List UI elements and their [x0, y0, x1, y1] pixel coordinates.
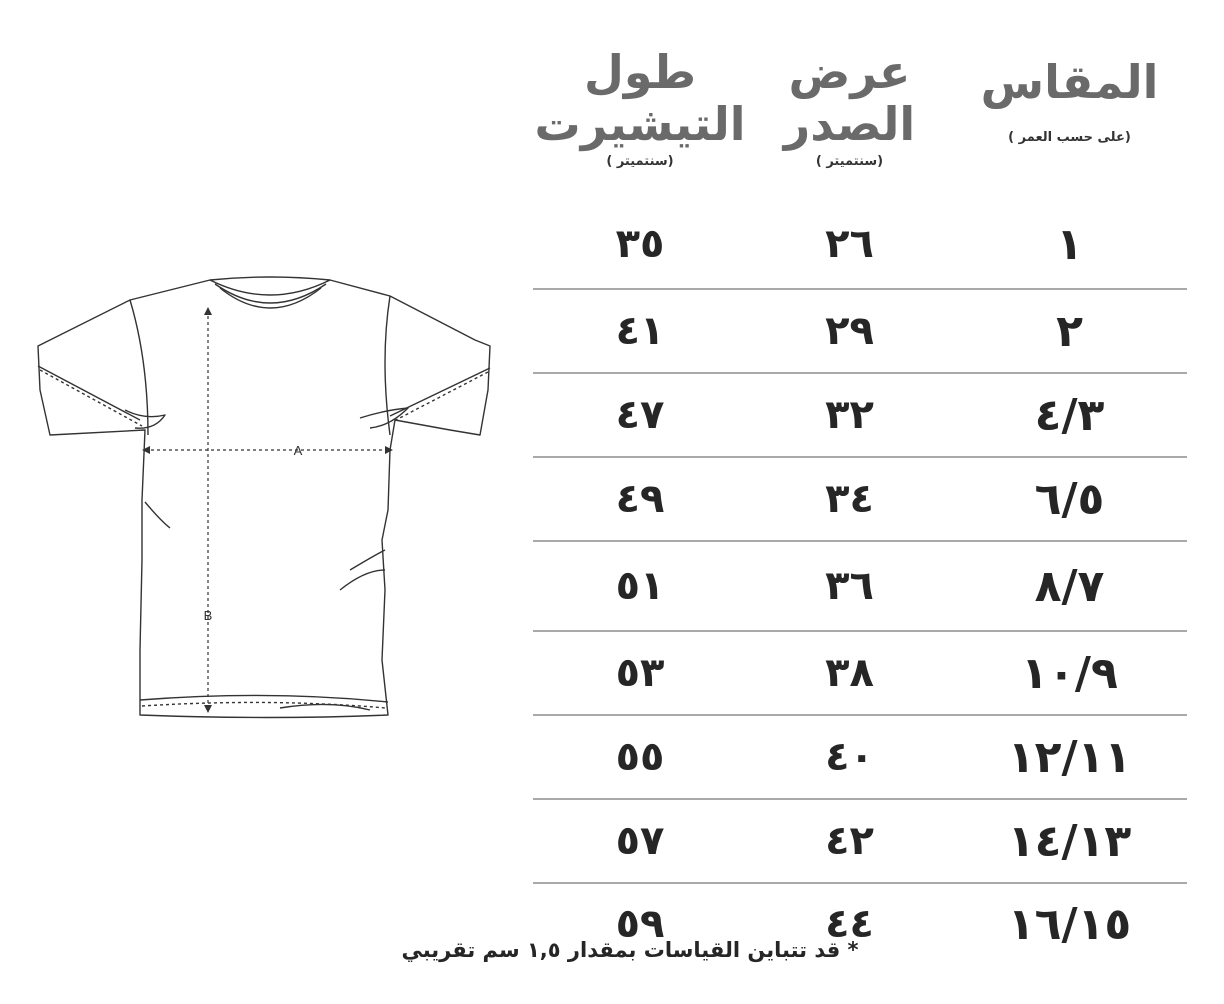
chest-cell: ٣٨	[825, 650, 874, 696]
length-cell: ٥١	[615, 563, 665, 609]
size-cell: ١٠/٩	[1021, 647, 1118, 699]
measure-label-a: A	[293, 443, 303, 458]
header-size	[952, 20, 1187, 200]
chest-cell: ٢٩	[825, 308, 874, 354]
length-cell: ٥٣	[615, 650, 665, 696]
header-size-title: المقاس	[980, 55, 1159, 109]
header-chest-unit: (سنتميتر )	[815, 154, 884, 169]
header-length-line2: التيشيرت	[534, 97, 746, 151]
length-cell: ٥٧	[615, 818, 665, 864]
table-row	[533, 632, 1187, 716]
header-chest	[747, 20, 952, 200]
header-length	[533, 20, 747, 200]
size-cell: ٨/٧	[1034, 560, 1105, 612]
length-cell: ٤٧	[615, 392, 665, 438]
chest-cell: ٢٦	[825, 221, 874, 267]
table-header	[533, 20, 1187, 200]
size-cell: ٢	[1056, 305, 1083, 357]
length-cell: ٥٥	[615, 734, 665, 780]
size-cell: ١	[1056, 218, 1083, 270]
tshirt-diagram	[30, 270, 510, 730]
chest-cell: ٣٤	[825, 476, 874, 522]
header-chest-line2: الصدر	[783, 97, 916, 151]
measure-label-b: B	[203, 608, 213, 623]
length-cell: ٥٩	[615, 901, 665, 947]
table-row	[533, 290, 1187, 374]
size-cell: ١٦/١٥	[1007, 898, 1132, 950]
table-row	[533, 542, 1187, 632]
size-cell: ٤/٣	[1034, 389, 1105, 441]
table-row	[533, 374, 1187, 458]
measurement-note: * قد تتباين القياسات بمقدار ١,٥ سم تقريبي	[401, 938, 859, 962]
header-length-line1: طول	[583, 45, 697, 99]
size-cell: ١٢/١١	[1007, 731, 1132, 783]
table-row	[533, 800, 1187, 884]
chest-cell: ٤٤	[825, 901, 874, 947]
chest-cell: ٤٠	[825, 734, 874, 780]
size-cell: ٦/٥	[1034, 473, 1105, 525]
table-row	[533, 458, 1187, 542]
chest-cell: ٣٦	[825, 563, 874, 609]
chest-cell: ٤٢	[825, 818, 874, 864]
chest-cell: ٣٢	[825, 392, 874, 438]
table-row	[533, 716, 1187, 800]
header-size-sub: (على حسب العمر )	[1008, 130, 1131, 145]
table-row	[533, 200, 1187, 290]
header-chest-line1: عرض	[788, 45, 911, 99]
size-chart-table	[533, 20, 1187, 964]
length-cell: ٤١	[615, 308, 665, 354]
size-cell: ١٤/١٣	[1007, 815, 1132, 867]
length-cell: ٤٩	[615, 476, 665, 522]
header-length-unit: (سنتميتر )	[606, 154, 674, 169]
length-cell: ٣٥	[615, 221, 665, 267]
